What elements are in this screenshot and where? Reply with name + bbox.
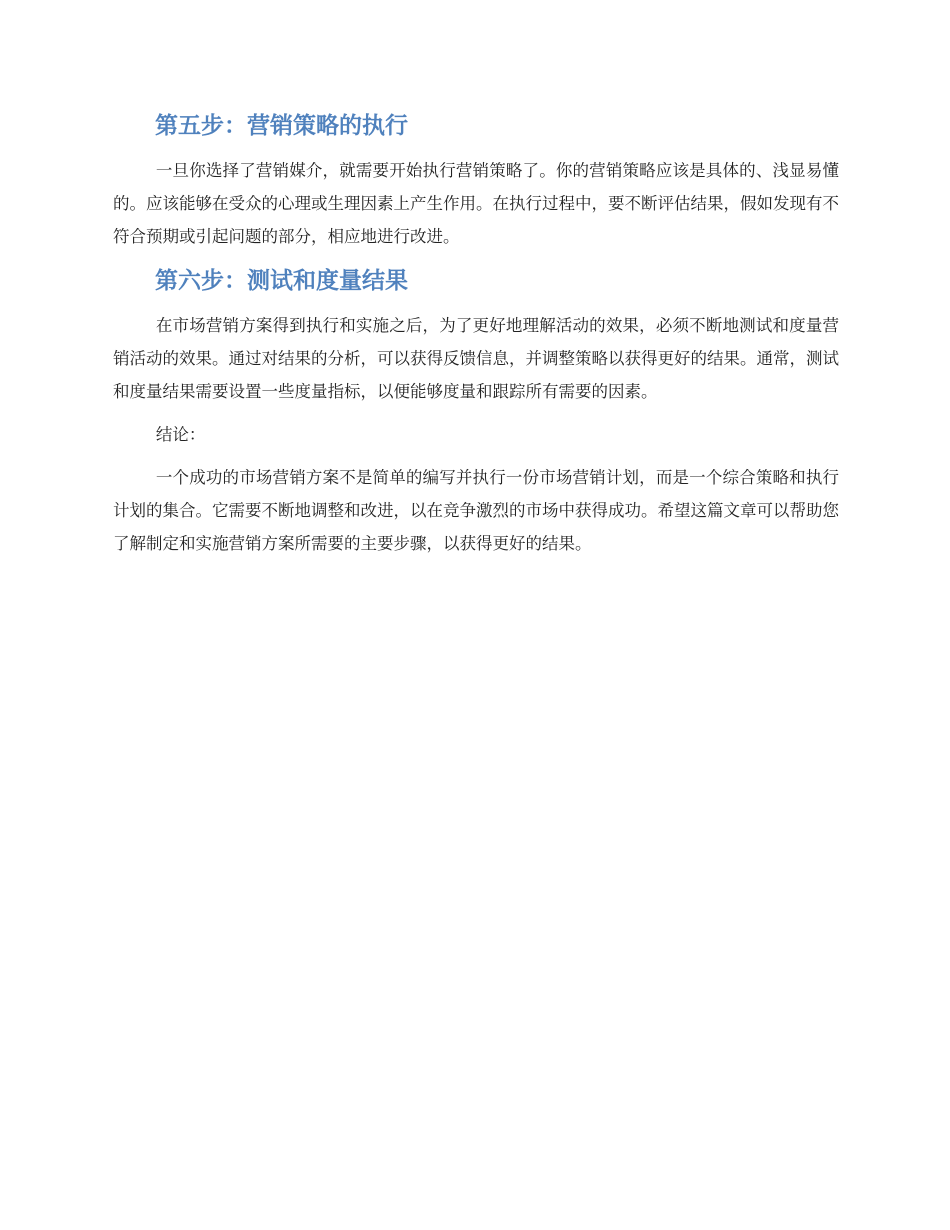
section-conclusion	[113, 418, 839, 560]
paragraph-step-five: 一旦你选择了营销媒介，就需要开始执行营销策略了。你的营销策略应该是具体的、浅显易懂的。应该能够在受众的心理或生理因素上产生作用。在执行过程中，要不断评估结果，假如发现有不符合预期或引起问题的部分，相应地进行改进。	[113, 161, 839, 246]
section-heading-step-five: 第五步：营销策略的执行	[155, 113, 408, 139]
section-step-six	[113, 265, 839, 408]
document-page	[113, 110, 839, 570]
section-heading-step-six: 第六步：测试和度量结果	[155, 268, 408, 294]
section-step-five	[113, 110, 839, 253]
paragraph-step-six: 在市场营销方案得到执行和实施之后，为了更好地理解活动的效果，必须不断地测试和度量营销活动的效果。通过对结果的分析，可以获得反馈信息，并调整策略以获得更好的结果。通常，测试和度量结果需要设置一些度量指标，以便能够度量和跟踪所有需要的因素。	[113, 316, 839, 401]
conclusion-paragraph: 一个成功的市场营销方案不是简单的编写并执行一份市场营销计划，而是一个综合策略和执行计划的集合。它需要不断地调整和改进，以在竞争激烈的市场中获得成功。希望这篇文章可以帮助您了解制定和实施营销方案所需要的主要步骤，以获得更好的结果。	[113, 468, 839, 553]
conclusion-label: 结论：	[155, 425, 206, 444]
